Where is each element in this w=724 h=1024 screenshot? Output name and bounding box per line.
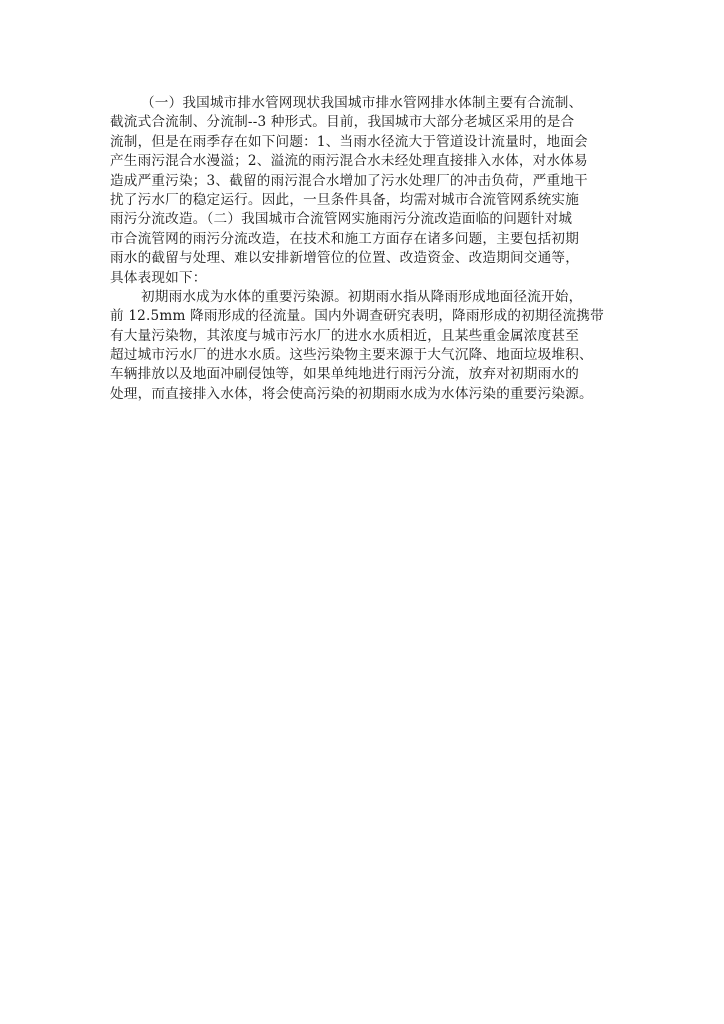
text-line: 超过城市污水厂的进水水质。这些污染物主要来源于大气沉降、地面垃圾堆积、: [110, 347, 593, 364]
text-line: 前 12.5mm 降雨形成的径流量。国内外调查研究表明，降雨形成的初期径流携带: [110, 308, 604, 325]
text-line: 雨水的截留与处理、难以安排新增管位的位置、改造资金、改造期间交通等，: [110, 250, 579, 267]
text-line: 产生雨污混合水漫溢；2、溢流的雨污混合水未经处理直接排入水体，对水体易: [110, 153, 588, 170]
text-line: 截流式合流制、分流制--3 种形式。目前，我国城市大部分老城区采用的是合: [110, 114, 575, 131]
text-line: 扰了污水厂的稳定运行。因此，一旦条件具备，均需对城市合流管网系统实施: [110, 191, 579, 208]
text-line: 造成严重污染；3、截留的雨污混合水增加了污水处理厂的冲击负荷，严重地干: [110, 172, 588, 189]
text-line: 流制，但是在雨季存在如下问题：1、当雨水径流大于管道设计流量时，地面会: [110, 133, 588, 150]
text-line: 雨污分流改造。（二）我国城市合流管网实施雨污分流改造面临的问题针对城: [110, 211, 573, 228]
text-line: 初期雨水成为水体的重要污染源。初期雨水指从降雨形成地面径流开始，: [141, 288, 583, 305]
text-line: 车辆排放以及地面冲刷侵蚀等，如果单纯地进行雨污分流，放弃对初期雨水的: [110, 366, 579, 383]
text-line: （一）我国城市排水管网现状我国城市排水管网排水体制主要有合流制、: [141, 95, 583, 111]
text-line: 有大量污染物，其浓度与城市污水厂的进水水质相近，且某些重金属浓度甚至: [110, 327, 579, 344]
body-text: [110, 94, 630, 404]
text-line: 处理，而直接排入水体，将会使高污染的初期雨水成为水体污染的重要污染源。: [110, 385, 593, 402]
text-line: 具体表现如下：: [110, 269, 207, 286]
text-line: 市合流管网的雨污分流改造，在技术和施工方面存在诸多问题，主要包括初期: [110, 230, 579, 247]
